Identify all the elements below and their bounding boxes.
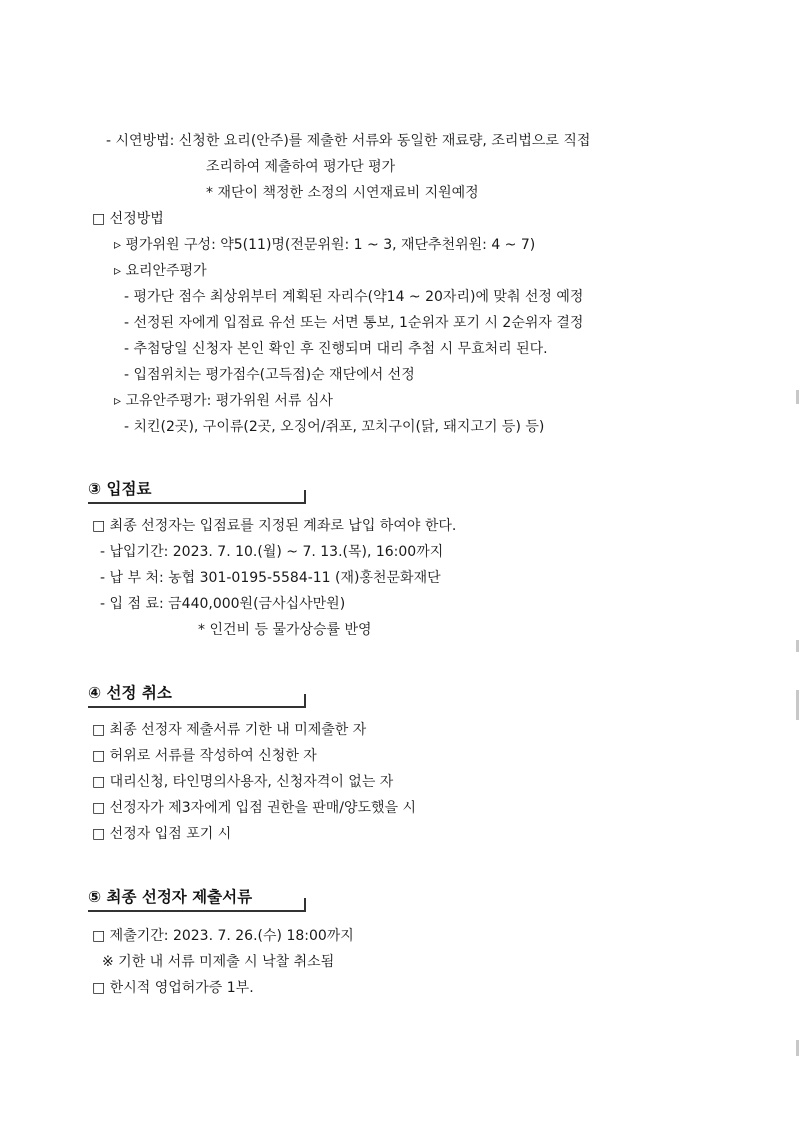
submission-warning: ※ 기한 내 서류 미제출 시 낙찰 취소됨 — [102, 954, 335, 970]
section-4-underline — [88, 706, 306, 708]
unique-dish-evaluation: ▹ 고유안주평가: 평가위원 서류 심사 — [114, 393, 333, 409]
demo-cost-note: * 재단이 책정한 소정의 시연재료비 지원예정 — [206, 185, 479, 201]
section-5-tick — [304, 898, 306, 912]
demo-method-continued: 조리하여 제출하여 평가단 평가 — [206, 159, 396, 175]
cancel-reason-3: □ 대리신청, 타인명의사용자, 신청자격이 없는 자 — [92, 774, 394, 790]
dish-evaluation-heading: ▹ 요리안주평가 — [114, 263, 207, 279]
cancel-reason-2: □ 허위로 서류를 작성하여 신청한 자 — [92, 748, 317, 764]
cancel-reason-4: □ 선정자가 제3자에게 입점 권한을 판매/양도했을 시 — [92, 800, 417, 816]
cancel-reason-1: □ 최종 선정자 제출서류 기한 내 미제출한 자 — [92, 722, 367, 738]
section-4-tick — [304, 694, 306, 708]
submission-period: □ 제출기간: 2023. 7. 26.(수) 18:00까지 — [92, 928, 354, 944]
section-3-header — [88, 478, 306, 504]
section-5-title: ⑤ 최종 선정자 제출서류 — [88, 888, 253, 906]
notification-line: - 선정된 자에게 입점료 유선 또는 서면 통보, 1순위자 포기 시 2순위자 결정 — [124, 315, 584, 331]
committee-composition: ▹ 평가위원 구성: 약5(11)명(전문위원: 1 ~ 3, 재단추천위원: 4 ~ 7) — [114, 237, 536, 253]
lottery-line: - 추첨당일 신청자 본인 확인 후 진행되며 대리 추첨 시 무효처리 된다. — [124, 341, 548, 357]
section-3-title: ③ 입점료 — [88, 480, 152, 498]
evaluation-rank-line: - 평가단 점수 최상위부터 계획된 자리수(약14 ~ 20자리)에 맞춰 선정 예정 — [124, 289, 584, 305]
section-3-tick — [304, 490, 306, 504]
section-5-underline — [88, 910, 306, 912]
demo-method-line: - 시연방법: 신청한 요리(안주)를 제출한 서류와 동일한 재료량, 조리법으로 직접 — [106, 133, 591, 149]
payment-period: - 납입기간: 2023. 7. 10.(월) ~ 7. 13.(목), 16:00까지 — [100, 544, 444, 560]
fee-note: * 인건비 등 물가상승률 반영 — [198, 622, 372, 638]
fee-payment-statement: □ 최종 선정자는 입점료를 지정된 계좌로 납입 하여야 한다. — [92, 518, 457, 534]
scan-edge-mark — [796, 390, 799, 404]
section-4-header — [88, 682, 306, 708]
selection-method-heading: □ 선정방법 — [92, 211, 164, 227]
section-3-underline — [88, 502, 306, 504]
scan-edge-mark — [796, 690, 799, 720]
section-5-header — [88, 886, 306, 912]
required-license: □ 한시적 영업허가증 1부. — [92, 980, 254, 996]
scan-edge-mark — [796, 1040, 799, 1056]
cancel-reason-5: □ 선정자 입점 포기 시 — [92, 826, 232, 842]
location-line: - 입점위치는 평가점수(고득점)순 재단에서 선정 — [124, 367, 415, 383]
payment-account: - 납 부 처: 농협 301-0195-5584-11 (재)홍천문화재단 — [100, 570, 441, 586]
scan-edge-mark — [796, 640, 799, 652]
section-4-title: ④ 선정 취소 — [88, 684, 172, 702]
entry-fee: - 입 점 료: 금440,000원(금사십사만원) — [100, 596, 346, 612]
categories-line: - 치킨(2곳), 구이류(2곳, 오징어/쥐포, 꼬치구이(닭, 돼지고기 등) 등) — [124, 419, 545, 435]
